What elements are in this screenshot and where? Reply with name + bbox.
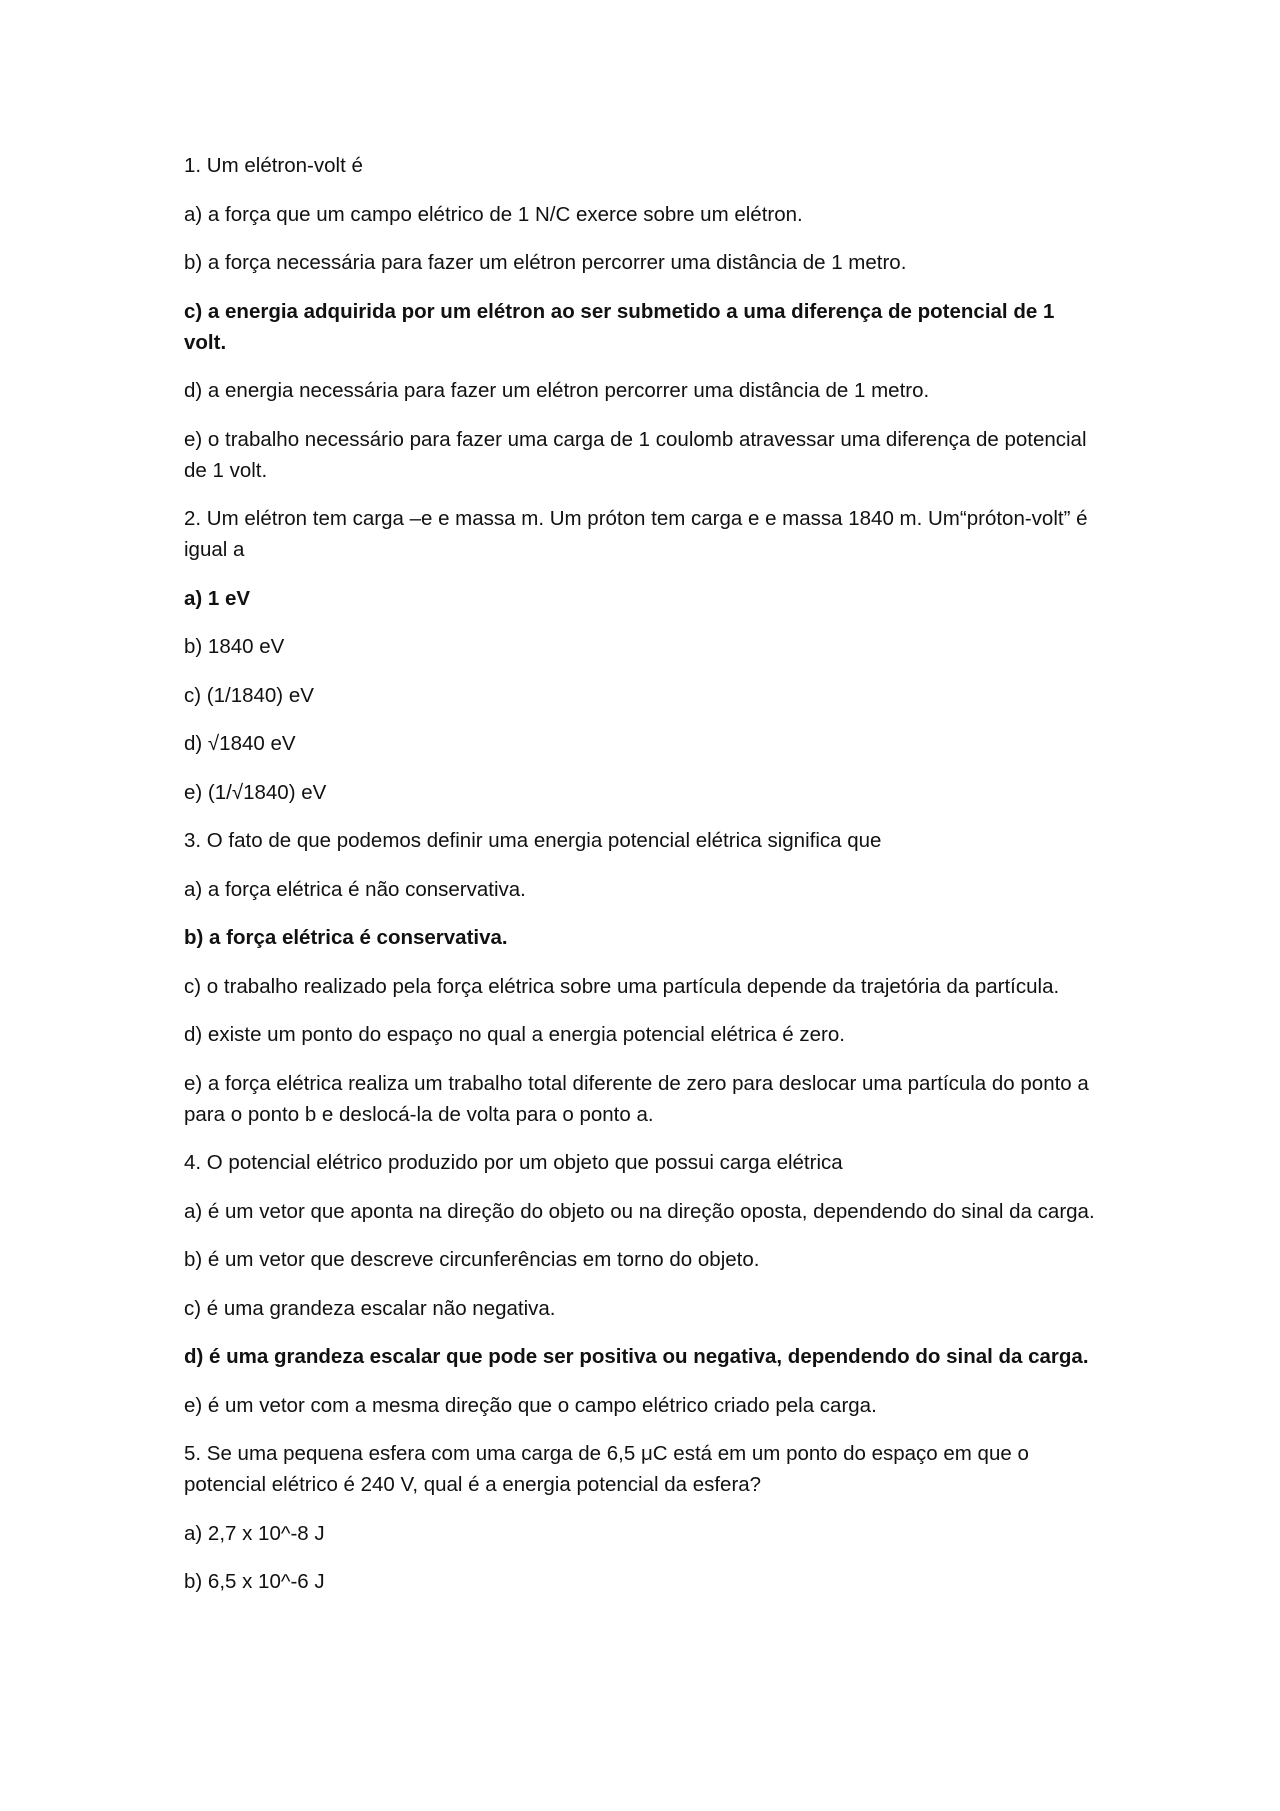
option-d: d) a energia necessária para fazer um elétron percorrer uma distância de 1 metro.: [184, 379, 930, 402]
option-a: a) a força que um campo elétrico de 1 N/C exerce sobre um elétron.: [184, 202, 803, 226]
question-prompt: 3. O fato de que podemos definir uma energia potencial elétrica significa que: [184, 829, 882, 852]
document-page: [184, 150, 1100, 1615]
option-c-answer: c) a energia adquirida por um elétron ao ser submetido a uma diferença de potencial de 1 volt.: [184, 299, 1055, 354]
option-b: b) é um vetor que descreve circunferências em torno do objeto.: [184, 1248, 760, 1271]
option-c: c) o trabalho realizado pela força elétrica sobre uma partícula depende da trajetória da partícula.: [184, 974, 1060, 998]
option-d: d) existe um ponto do espaço no qual a energia potencial elétrica é zero.: [184, 1023, 845, 1046]
option-e: e) a força elétrica realiza um trabalho total diferente de zero para deslocar uma partícula do ponto a para o ponto b e deslocá-la de volta para o ponto a.: [184, 1071, 1089, 1126]
question-prompt: 5. Se uma pequena esfera com uma carga de 6,5 μC está em um ponto do espaço em que o potencial elétrico é 240 V, qual é a energia potencial da esfera?: [184, 1442, 1029, 1496]
option-a: a) a força elétrica é não conservativa.: [184, 877, 526, 901]
question-prompt: 4. O potencial elétrico produzido por um objeto que possui carga elétrica: [184, 1151, 843, 1174]
question-1: [184, 150, 1100, 486]
question-prompt: 1. Um elétron-volt é: [184, 154, 363, 177]
option-c: c) é uma grandeza escalar não negativa.: [184, 1296, 556, 1320]
option-b: b) 1840 eV: [184, 635, 285, 658]
option-c: c) (1/1840) eV: [184, 683, 314, 707]
option-b-answer: b) a força elétrica é conservativa.: [184, 926, 508, 949]
option-a: a) é um vetor que aponta na direção do objeto ou na direção oposta, dependendo do sinal da carga.: [184, 1199, 1095, 1223]
option-d: d) √1840 eV: [184, 732, 296, 755]
question-5: [184, 1438, 1100, 1597]
question-2: [184, 503, 1100, 808]
option-e: e) é um vetor com a mesma direção que o campo elétrico criado pela carga.: [184, 1393, 877, 1417]
question-4: [184, 1147, 1100, 1421]
option-a-answer: a) 1 eV: [184, 586, 251, 610]
option-b: b) 6,5 x 10^-6 J: [184, 1570, 325, 1593]
question-3: [184, 825, 1100, 1130]
option-e: e) o trabalho necessário para fazer uma carga de 1 coulomb atravessar uma diferença de potencial de 1 volt.: [184, 427, 1087, 482]
option-e: e) (1/√1840) eV: [184, 780, 327, 804]
option-b: b) a força necessária para fazer um elétron percorrer uma distância de 1 metro.: [184, 251, 907, 274]
question-prompt: 2. Um elétron tem carga –e e massa m. Um próton tem carga e e massa 1840 m. Um“próton-volt” é igual a: [184, 507, 1088, 561]
option-a: a) 2,7 x 10^-8 J: [184, 1521, 325, 1545]
option-d-answer: d) é uma grandeza escalar que pode ser positiva ou negativa, dependendo do sinal da carga.: [184, 1345, 1089, 1368]
